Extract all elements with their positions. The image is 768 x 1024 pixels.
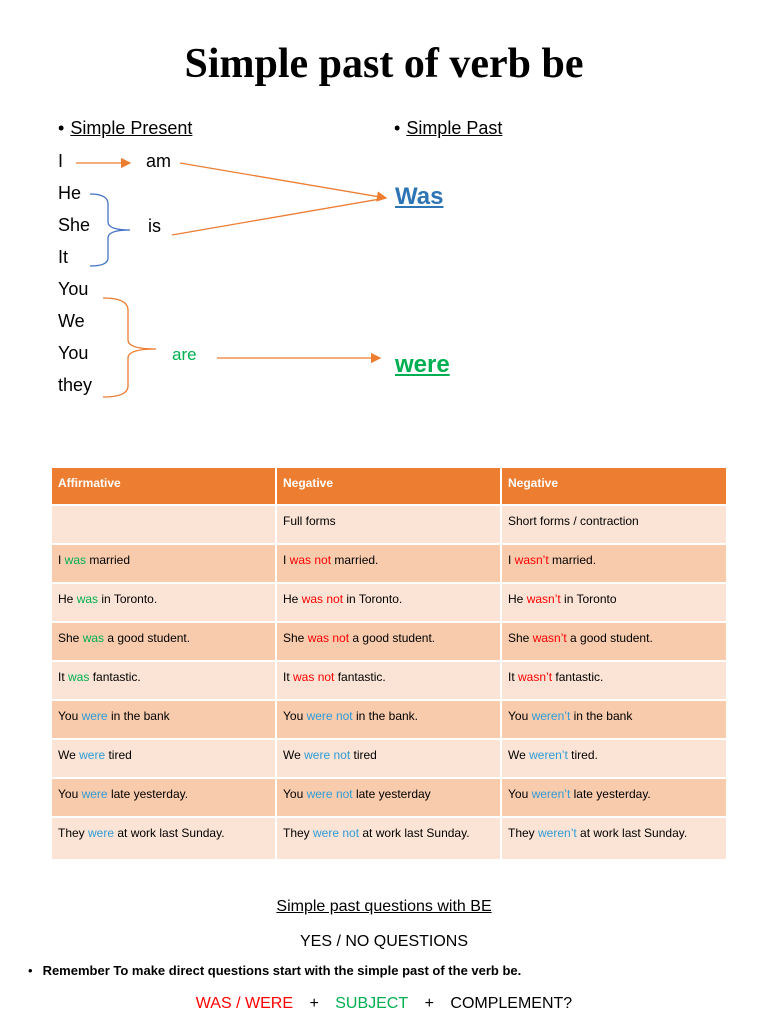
cell-text: at work last Sunday. xyxy=(576,826,688,840)
table-cell-affirmative xyxy=(51,583,276,622)
table-row xyxy=(51,778,727,817)
simple-present-heading xyxy=(58,118,192,139)
cell-text: fantastic. xyxy=(552,670,604,684)
verb-form: was xyxy=(82,631,105,645)
arrow-am-was xyxy=(180,163,386,198)
verb-form: were not xyxy=(306,787,353,801)
remember-text: Remember To make direct questions start with the simple past of the verb be. xyxy=(42,963,522,978)
cell-text: in Toronto xyxy=(560,592,617,606)
verb-form: was xyxy=(76,592,99,606)
pronoun-it: It xyxy=(58,247,69,267)
remember-note xyxy=(28,963,521,978)
cell-text: You xyxy=(58,709,82,723)
verb-form: weren’t xyxy=(531,787,571,801)
cell-text: They xyxy=(508,826,539,840)
formula-complement: COMPLEMENT? xyxy=(450,995,573,1012)
header-affirmative: Affirmative xyxy=(51,467,276,505)
verb-form: were xyxy=(88,826,115,840)
cell-text: a good student. xyxy=(566,631,653,645)
cell-text: I xyxy=(508,553,515,567)
cell-text: He xyxy=(508,592,527,606)
verb-form: was not xyxy=(301,592,344,606)
table-cell-affirmative xyxy=(51,622,276,661)
cell-text: You xyxy=(508,787,532,801)
table-row xyxy=(51,622,727,661)
cell-text: It xyxy=(283,670,294,684)
table-cell-negative-short xyxy=(501,544,727,583)
cell-text: married. xyxy=(548,553,597,567)
table-cell-negative-full xyxy=(276,739,501,778)
verb-form: was not xyxy=(307,631,350,645)
cell-text: late yesterday. xyxy=(570,787,651,801)
table-cell-negative-full xyxy=(276,778,501,817)
table-subheader-row xyxy=(51,505,727,544)
table-row xyxy=(51,739,727,778)
cell-text: I xyxy=(58,553,65,567)
questions-title: Simple past questions with BE xyxy=(276,898,492,915)
table-row xyxy=(51,700,727,739)
verb-form: wasn’t xyxy=(532,631,567,645)
cell-text: fantastic. xyxy=(334,670,386,684)
simple-past-label: Simple Past xyxy=(406,118,503,138)
cell-text: late yesterday. xyxy=(107,787,189,801)
table-row xyxy=(51,661,727,700)
question-formula xyxy=(0,995,768,1013)
table-cell-negative-short xyxy=(501,583,727,622)
cell-text: She xyxy=(58,631,83,645)
brace-you-they-icon xyxy=(103,298,156,397)
grammar-table xyxy=(50,466,728,861)
verb-form: were xyxy=(81,709,108,723)
cell-text: You xyxy=(283,709,307,723)
table-row xyxy=(51,583,727,622)
verb-form: was not xyxy=(293,670,335,684)
table-cell-affirmative xyxy=(51,544,276,583)
table-cell-negative-short xyxy=(501,622,727,661)
cell-text: married xyxy=(86,553,131,567)
verb-form: was not xyxy=(289,553,332,567)
brace-he-it-icon xyxy=(90,194,130,266)
arrow-is-was xyxy=(172,198,386,235)
cell-text: You xyxy=(58,787,82,801)
subheader-affirmative xyxy=(51,505,276,544)
cell-text: We xyxy=(58,748,80,762)
cell-text: at work last Sunday. xyxy=(359,826,470,840)
bullet-icon: • xyxy=(28,963,33,978)
pronoun-she: She xyxy=(58,215,91,235)
verb-form: weren’t xyxy=(529,748,568,762)
cell-text: It xyxy=(508,670,519,684)
table-cell-negative-short xyxy=(501,817,727,860)
cell-text: They xyxy=(283,826,314,840)
verb-are: are xyxy=(172,345,197,364)
table-cell-affirmative xyxy=(51,739,276,778)
page-title: Simple past of verb be xyxy=(184,41,584,87)
cell-text: in Toronto. xyxy=(343,592,403,606)
cell-text: at work last Sunday. xyxy=(114,826,225,840)
cell-text: They xyxy=(58,826,89,840)
table-cell-affirmative xyxy=(51,700,276,739)
cell-text: a good student. xyxy=(349,631,436,645)
verb-form: was xyxy=(64,553,87,567)
past-was: Was xyxy=(395,183,444,210)
pronoun-they: they xyxy=(58,375,93,395)
pronoun-you: You xyxy=(58,279,89,299)
cell-text: in Toronto. xyxy=(98,592,158,606)
verb-form: wasn’t xyxy=(514,553,549,567)
table-cell-negative-full xyxy=(276,583,501,622)
cell-text: It xyxy=(58,670,69,684)
verb-form: wasn’t xyxy=(518,670,553,684)
verb-form: were xyxy=(81,787,108,801)
verb-form: were not xyxy=(313,826,360,840)
table-cell-negative-short xyxy=(501,778,727,817)
header-negative-full: Negative xyxy=(276,467,501,505)
cell-text: He xyxy=(283,592,302,606)
verb-is: is xyxy=(148,216,161,236)
pronoun-we: We xyxy=(58,311,85,331)
table-cell-negative-short xyxy=(501,739,727,778)
cell-text: I xyxy=(283,553,290,567)
table-cell-negative-full xyxy=(276,544,501,583)
formula-was-were: WAS / WERE xyxy=(195,995,293,1012)
verb-form: was xyxy=(68,670,90,684)
pronoun-i: I xyxy=(58,151,64,171)
verb-form: weren’t xyxy=(531,709,571,723)
cell-text: in the bank xyxy=(570,709,633,723)
formula-plus: + xyxy=(309,995,319,1012)
table-cell-negative-full xyxy=(276,622,501,661)
cell-text: He xyxy=(58,592,77,606)
verb-form: wasn’t xyxy=(526,592,561,606)
cell-text: We xyxy=(283,748,305,762)
cell-text: You xyxy=(283,787,307,801)
cell-text: You xyxy=(508,709,532,723)
cell-text: in the bank. xyxy=(352,709,419,723)
table-cell-negative-short xyxy=(501,661,727,700)
cell-text: tired xyxy=(350,748,377,762)
bullet-icon: • xyxy=(394,118,401,138)
subheader-full-forms: Full forms xyxy=(276,505,501,544)
table-cell-negative-full xyxy=(276,817,501,860)
cell-text: a good student. xyxy=(104,631,191,645)
table-cell-negative-short xyxy=(501,700,727,739)
table-row xyxy=(51,544,727,583)
verb-am: am xyxy=(146,151,172,171)
table-cell-affirmative xyxy=(51,778,276,817)
verb-form: were xyxy=(79,748,106,762)
simple-present-label: Simple Present xyxy=(70,118,193,138)
table-cell-negative-full xyxy=(276,700,501,739)
verb-form: weren’t xyxy=(538,826,577,840)
cell-text: in the bank xyxy=(107,709,170,723)
bullet-icon: • xyxy=(58,118,65,138)
past-were: were xyxy=(395,351,450,378)
subheader-short-forms: Short forms / contraction xyxy=(501,505,727,544)
formula-plus: + xyxy=(424,995,434,1012)
verb-form: were not xyxy=(306,709,353,723)
pronoun-you-plural: You xyxy=(58,343,89,363)
cell-text: late yesterday xyxy=(352,787,431,801)
pronoun-he: He xyxy=(58,183,82,203)
formula-subject: SUBJECT xyxy=(335,995,409,1012)
table-cell-affirmative xyxy=(51,817,276,860)
table-header-row xyxy=(51,467,727,505)
cell-text: married. xyxy=(331,553,379,567)
cell-text: fantastic. xyxy=(89,670,141,684)
cell-text: She xyxy=(508,631,533,645)
cell-text: tired xyxy=(105,748,132,762)
table-cell-affirmative xyxy=(51,661,276,700)
header-negative-short: Negative xyxy=(501,467,727,505)
cell-text: We xyxy=(508,748,530,762)
table-row xyxy=(51,817,727,860)
cell-text: She xyxy=(283,631,308,645)
questions-subtitle: YES / NO QUESTIONS xyxy=(299,933,469,950)
table-cell-negative-full xyxy=(276,661,501,700)
verb-form: were not xyxy=(304,748,351,762)
cell-text: tired. xyxy=(567,748,598,762)
simple-past-heading xyxy=(394,118,502,139)
